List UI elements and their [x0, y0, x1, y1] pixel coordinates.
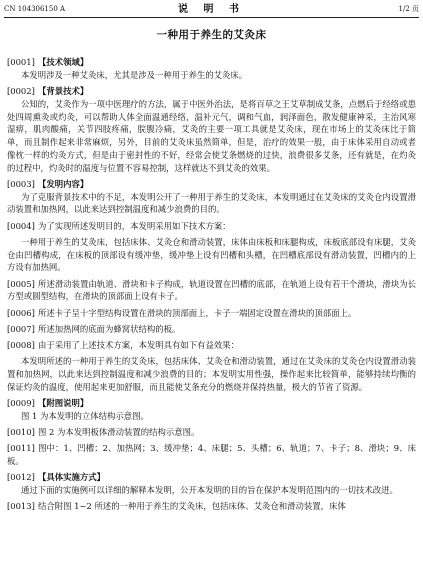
- paragraph-line: [7, 339, 416, 352]
- paragraph-block: [7, 307, 416, 320]
- patent-number: CN 104306150 A: [4, 5, 66, 13]
- paragraph-text: 结合附图 1~2 所述的一种用于养生的艾灸床，包括床体、艾灸仓和滑动装置，床体: [38, 501, 346, 512]
- paragraph-number: [0005]: [7, 278, 35, 289]
- paragraph-text: 通过下面的实施例可以详细的解释本发明，公开本发明的目的旨在保护本发明范围内的一切技术改进。: [21, 485, 398, 495]
- paragraph-number: [0003]: [7, 178, 35, 189]
- paragraph-number: [0013]: [7, 501, 35, 512]
- paragraph-text: 所述卡子呈十字型结构设置在滑块的顶部面上，卡子一端固定设置在滑块的顶部面上。: [38, 307, 357, 318]
- page-header: [4, 3, 419, 16]
- section-heading: 【发明内容】: [38, 178, 89, 189]
- paragraph-block: [7, 500, 416, 513]
- paragraph-text: 由于采用了上述技术方案，本发明具有如下有益效果：: [38, 340, 239, 350]
- paragraph-text: 一种用于养生的艾灸床，包括床体、艾灸仓和滑动装置，床体由床板和床腿构成，床板底部设有床腿，艾灸仓由凹槽构成，在床板的顶部设有缓冲垫，缓冲垫上设有凹槽和头槽，在凹槽底部设有滑动装置，凹槽内的上方设有加热网。: [7, 236, 416, 273]
- section-heading: 【背景技术】: [38, 86, 89, 96]
- section-heading: 【附图说明】: [38, 398, 89, 408]
- paragraph-text: 所述滑动装置由轨道、滑块和卡子构成，轨道设置在凹槽的底部，在轨道上设有若干个滑块，滑块为长方型或圆型结构，在滑块的顶部面上设有卡子。: [7, 278, 416, 302]
- paragraph-line: [7, 426, 416, 439]
- section-heading-line: [7, 56, 416, 69]
- paragraph-text: 公知的，艾灸作为一项中医理疗的方法，属于中医外治法，是将百草之王艾草制成艾条，点燃后于经络或患处四周熏灸或灼灸，可以帮助人体全面温通经络，温补元气，调和气血，润泽面色，散发健康神采，主治风寒湿痹，肌肉酸痛，关节四肢疼痛，脘腹冷痛，艾灸的主要一项工具就是艾灸床，现在市场上的艾灸床比于简单，而且制作起来非常麻烦，另外，目前的艾灸床虽然简单，但是，治疗的效果一般，由于床体采用自动或者像枕一样的灼灸方式，但是由于密封性的不好，经常会使艾条燃烧的过快，浪费很多艾条，还有就是，在灼灸的过程中，灼灸时的温度与位置不容易控制，这样就达不到艾灸的效果。: [7, 98, 416, 173]
- paragraph-block: [7, 355, 416, 393]
- section-heading: 【技术领域】: [38, 57, 89, 67]
- paragraph-text: 本发明所述的一种用于养生的艾灸床，包括床体、艾灸仓和滑动装置，通过在艾灸床的艾灸仓内设置滑动装置和加热网，以此来达到控制温度和减少浪费的目的；本发明实用性强，操作起来比较简单，能够持续均衡的保证灼灸的温度，使用起来更加舒服，而且能使艾条充分的燃烧并保持热量，极大的节省了资源。: [7, 356, 416, 392]
- paragraph-number: [0010]: [7, 427, 35, 437]
- paragraph-block: [7, 278, 416, 304]
- paragraph-text: 为了克服背景技术中的不足，本发明公开了一种用于养生的艾灸床，本发明通过在艾灸床的艾灸仓内设置滑动装置和加热网，以此来达到控制温度和减少浪费的目的。: [7, 191, 416, 215]
- paragraph-number: [0004]: [7, 220, 35, 231]
- paragraph-line: [7, 442, 416, 468]
- paragraph-text: 图中：1、凹槽；2、加热网；3、缓冲垫；4、床腿；5、头槽；6、轨道；7、卡子；8、滑块；9、床板。: [7, 443, 416, 466]
- paragraph-block: [7, 85, 416, 174]
- document-title: 一种用于养生的艾灸床: [156, 29, 267, 41]
- section-heading-line: [7, 397, 416, 410]
- paragraph-number: [0012]: [7, 472, 35, 483]
- paragraph-text: 本发明涉及一种艾灸床，尤其是涉及一种用于养生的艾灸床。: [21, 69, 248, 80]
- paragraph-text: 为了实现所述发明目的，本发明采用如下技术方案：: [38, 220, 231, 231]
- paragraph-line: [7, 278, 416, 304]
- paragraph-line: [7, 500, 416, 513]
- paragraph-block: [7, 339, 416, 352]
- paragraph-block: [7, 323, 416, 336]
- section-heading-line: [7, 85, 416, 98]
- paragraph-block: [7, 426, 416, 439]
- paragraph-block: [7, 397, 416, 423]
- paragraph-number: [0011]: [7, 443, 35, 454]
- paragraph-block: [7, 471, 416, 497]
- paragraph-text: 所述加热网的底面为蜂窝状结构的板。: [38, 323, 181, 334]
- paragraph-line: [7, 323, 416, 336]
- paragraph-number: [0007]: [7, 323, 35, 334]
- page-number: 1/2 页: [398, 5, 419, 13]
- document-body: [7, 56, 416, 517]
- paragraph-block: [7, 236, 416, 274]
- paragraph-block: [7, 56, 416, 82]
- paragraph-block: [7, 442, 416, 468]
- paragraph-number: [0009]: [7, 398, 35, 408]
- paragraph-line: [7, 220, 416, 233]
- paragraph-block: [7, 178, 416, 216]
- paragraph-number: [0008]: [7, 340, 35, 350]
- header-rule: [4, 17, 419, 18]
- document-type: 说 明 书: [178, 4, 245, 15]
- section-heading: 【具体实施方式】: [38, 472, 105, 483]
- paragraph-number: [0001]: [7, 57, 35, 67]
- paragraph-number: [0002]: [7, 86, 35, 96]
- section-heading-line: [7, 178, 416, 191]
- paragraph-text: 图 2 为本发明板体滑动装置的结构示意图。: [38, 427, 200, 437]
- paragraph-block: [7, 220, 416, 233]
- paragraph-number: [0006]: [7, 307, 35, 318]
- section-heading-line: [7, 471, 416, 484]
- paragraph-text: 图 1 为本发明的立体结构示意图。: [21, 410, 149, 421]
- paragraph-line: [7, 307, 416, 320]
